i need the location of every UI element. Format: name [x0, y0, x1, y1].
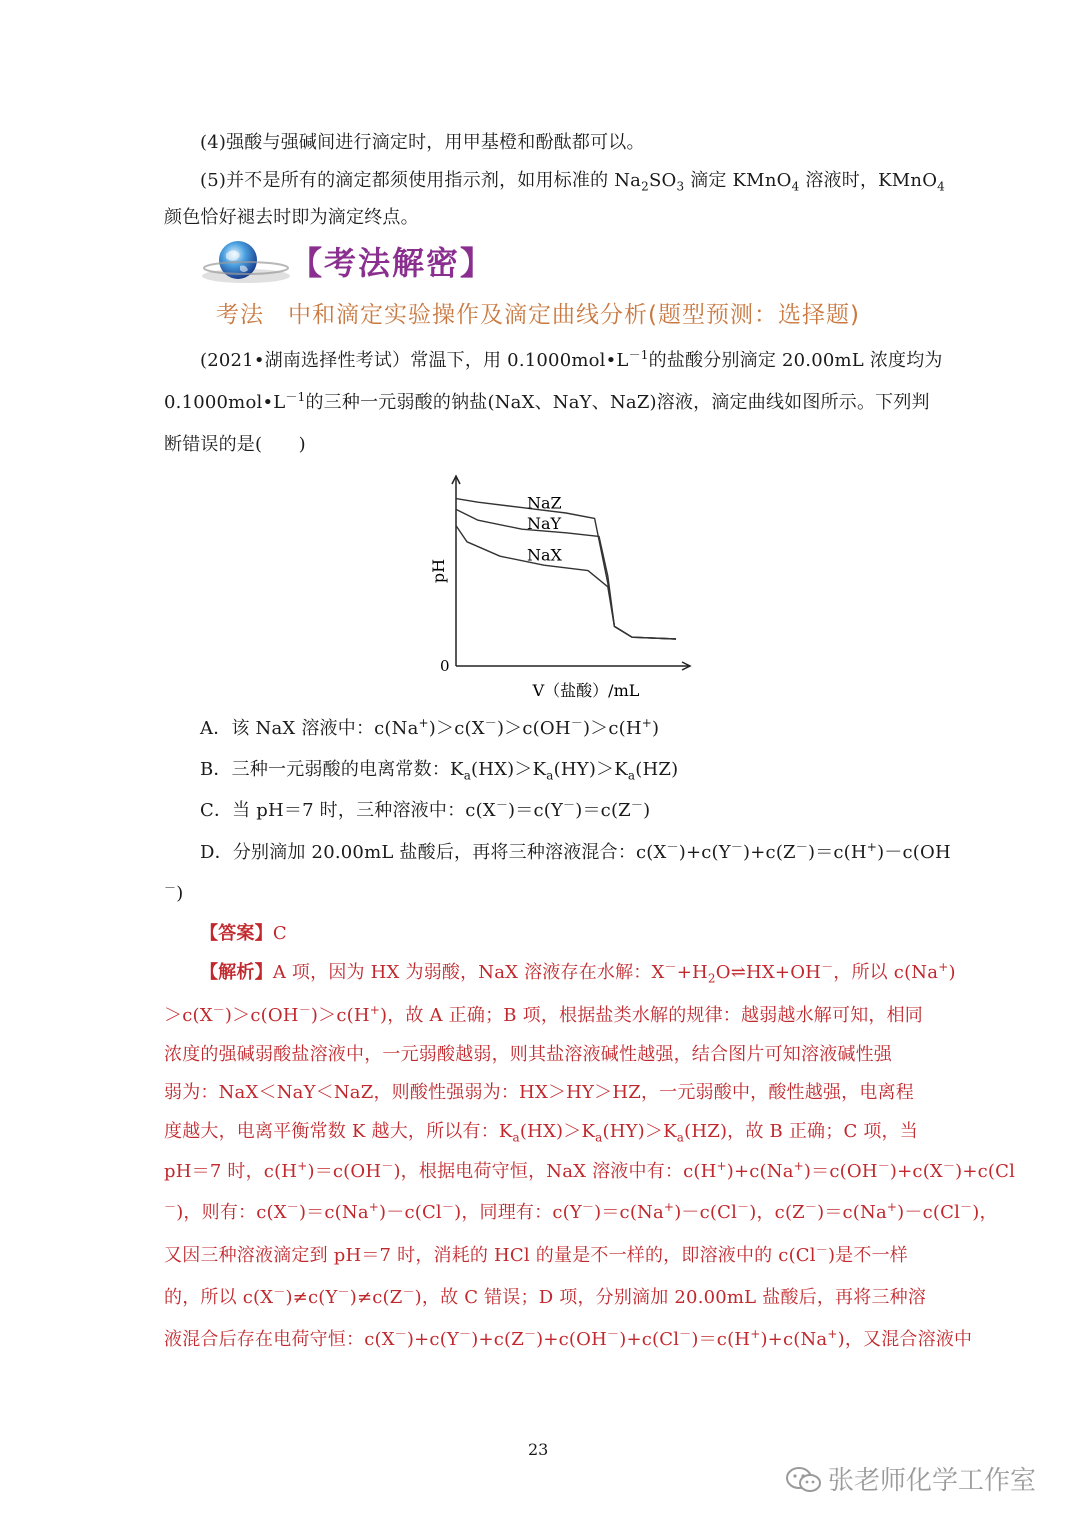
option-d: D．分别滴加 20.00mL 盐酸后，再将三种溶液混合：c(X－)+c(Y－)+c(Z－)＝c(H+)－c(OH: [200, 840, 951, 863]
analysis-line-6: pH＝7 时，c(H+)＝c(OH－)，根据电荷守恒，NaX 溶液中有：c(H+)+c(Na+)＝c(OH－)+c(X－)+c(Cl: [164, 1159, 1016, 1182]
option-d-line2: －): [164, 881, 184, 904]
curve-nay: [456, 509, 676, 639]
question-line-1: (2021•湖南选择性考试）常温下，用 $0.1000mol•L^{-1}$的盐酸分别滴定 20.00mL 浓度均为: [200, 348, 943, 371]
option-c: C．当 pH＝7 时，三种溶液中：c(X－)＝c(Y－)＝c(Z－): [200, 798, 651, 821]
page-number: 23: [528, 1440, 549, 1459]
origin-label: 0: [440, 657, 450, 675]
watermark: [784, 1460, 1036, 1497]
titration-chart: [420, 468, 700, 708]
series-label-nax: NaX: [527, 545, 562, 565]
option-b: B．三种一元弱酸的电离常数：$K_a(HX)>K_a(HY)>K_a(HZ)$: [200, 759, 679, 783]
analysis-line-9: 的，所以 c(X－)≠c(Y－)≠c(Z－)，故 C 错误；D 项，分别滴加 20.00mL 盐酸后，再将三种溶: [164, 1285, 927, 1308]
series-label-naz: NaZ: [527, 493, 562, 513]
note-4: (4)强酸与强碱间进行滴定时，用甲基橙和酚酞都可以。: [200, 132, 645, 153]
analysis-line-7: －)，则有：c(X－)＝c(Na+)－c(Cl－)，同理有：c(Y－)＝c(Na+)－c(Cl－)，c(Z－)＝c(Na+)－c(Cl－)，: [164, 1200, 998, 1223]
curve-nax: [456, 526, 676, 639]
series-label-nay: NaY: [527, 513, 562, 533]
section-title: 考法 中和滴定实验操作及滴定曲线分析(题型预测：选择题): [216, 302, 860, 328]
question-line-3: 断错误的是( ): [164, 434, 306, 455]
curve-naz: [456, 499, 676, 639]
analysis-line-8: 又因三种溶液滴定到 pH＝7 时，消耗的 HCl 的量是不一样的，即溶液中的 c(Cl－)是不一样: [164, 1243, 908, 1266]
analysis-line-2: ＞c(X－)＞c(OH－)＞c(H+)，故 A 正确；B 项，根据盐类水解的规律：越弱越水解可知，相同: [164, 1003, 924, 1026]
analysis-line-10: 液混合后存在电荷守恒：c(X－)+c(Y－)+c(Z－)+c(OH－)+c(Cl－)＝c(H+)+c(Na+)，又混合溶液中: [164, 1327, 973, 1350]
analysis-line-3: 浓度的强碱弱酸盐溶液中，一元弱酸越弱，则其盐溶液碱性越强，结合图片可知溶液碱性强: [164, 1044, 892, 1065]
x-axis-label: V（盐酸）/mL: [532, 681, 640, 700]
note-5: (5)并不是所有的滴定都须使用指示剂，如用标准的 $Na_2SO_3$ 滴定 KMnO$_4$ 溶液时，KMnO$_4$: [200, 170, 946, 194]
y-axis-label: pH: [429, 558, 448, 584]
analysis-line-4: 弱为：NaX＜NaY＜NaZ，则酸性强弱为：HX＞HY＞HZ，一元弱酸中，酸性越强，电离程: [164, 1082, 914, 1103]
globe-icon: [200, 238, 292, 286]
wechat-icon: [784, 1465, 824, 1495]
analysis-line-5: 度越大，电离平衡常数 K 越大，所以有：$K_a(HX)>K_a(HY)>K_a(HZ)$，故 B 正确；C 项，当: [164, 1121, 918, 1145]
question-line-2: $0.1000mol•L^{-1}$的三种一元弱酸的钠盐(NaX、NaY、NaZ)溶液，滴定曲线如图所示。下列判: [164, 390, 930, 413]
answer: 【答案】C: [200, 923, 287, 944]
analysis-line-1: 【解析】A 项，因为 HX 为弱酸，NaX 溶液存在水解：$X^-+H_2O\rightleftharpoons HX+OH^-$，所以 c(Na+): [200, 960, 956, 986]
banner-title: 【考法解密】: [290, 244, 495, 282]
chart-axes: [452, 476, 690, 670]
option-a: A．该 NaX 溶液中：c(Na+)＞c(X－)＞c(OH－)＞c(H+): [200, 716, 660, 739]
note-5-line2: 颜色恰好褪去时即为滴定终点。: [164, 207, 419, 228]
watermark-text: 张老师化学工作室: [828, 1466, 1037, 1496]
